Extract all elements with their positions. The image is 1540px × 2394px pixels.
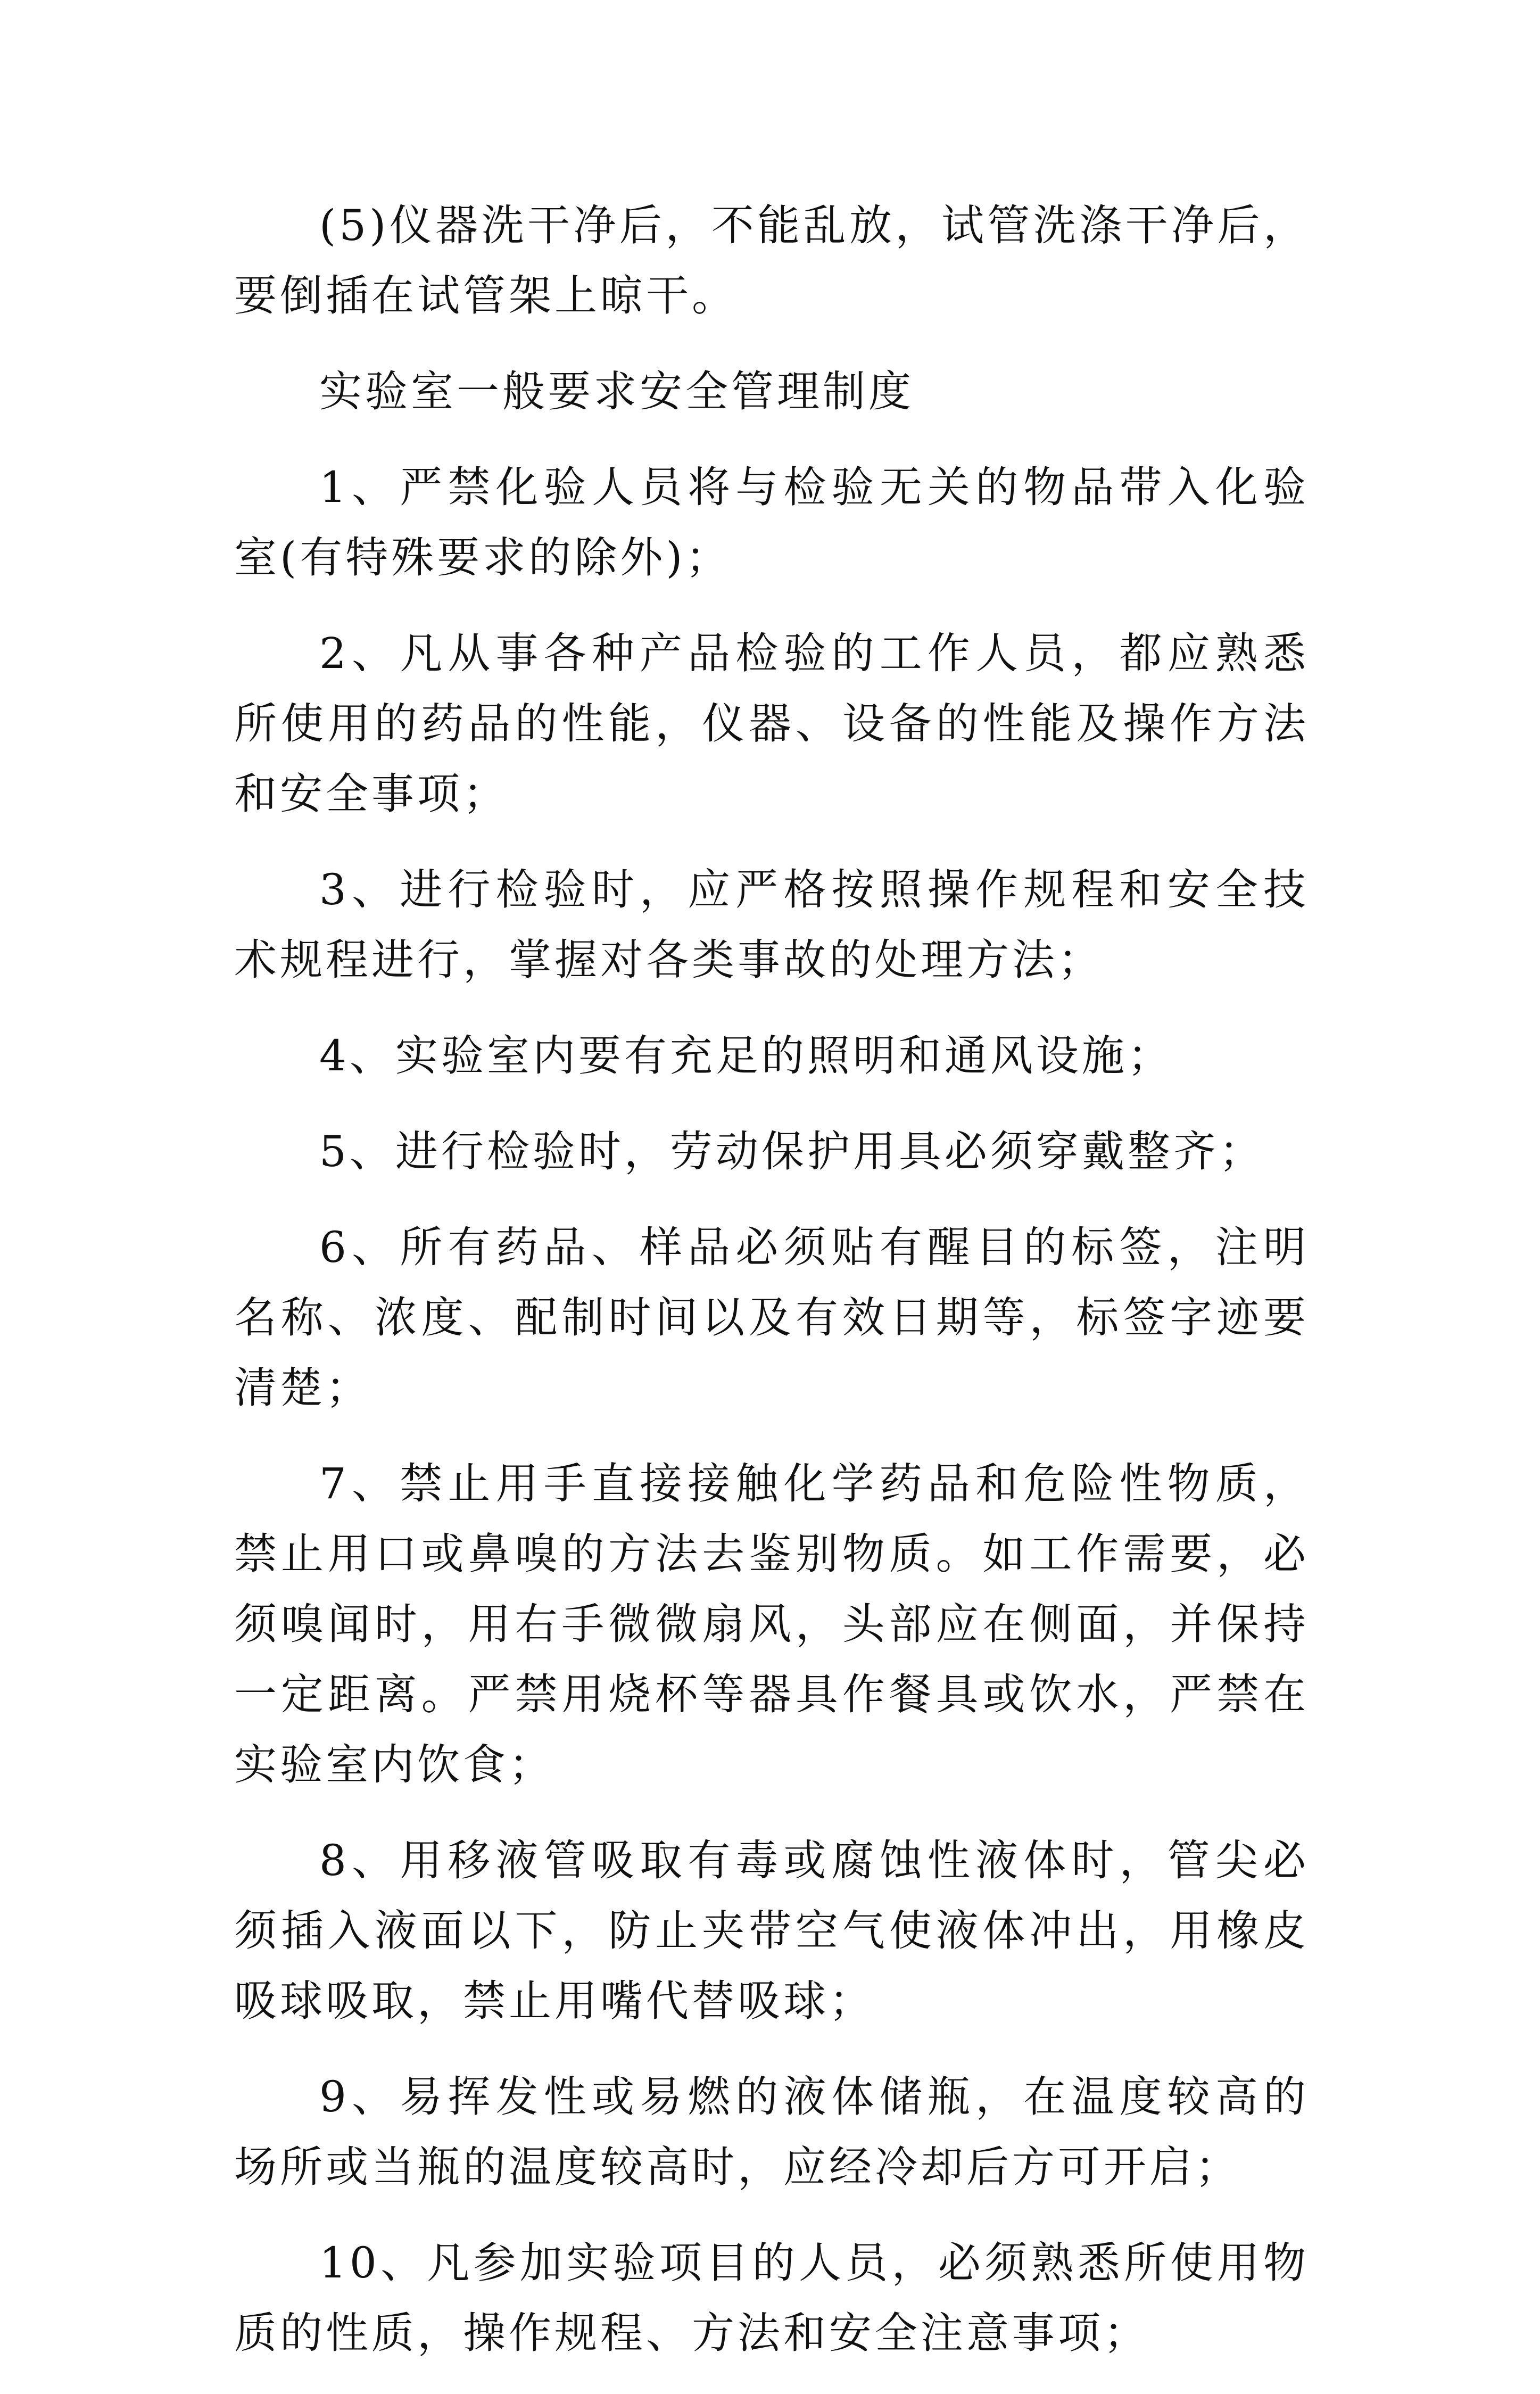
paragraph-instrument-drying: (5)仪器洗干净后，不能乱放，试管洗涤干净后，要倒插在试管架上晾干。 bbox=[234, 201, 1309, 320]
rule-5: 5、进行检验时，劳动保护用具必须穿戴整齐； bbox=[319, 1127, 1265, 1176]
rule-1: 1、严禁化验人员将与检验无关的物品带入化验室(有特殊要求的除外)； bbox=[234, 463, 1309, 582]
document-body bbox=[234, 191, 1309, 2394]
rule-9: 9、易挥发性或易燃的液体储瓶，在温度较高的场所或当瓶的温度较高时，应经冷却后方可开启； bbox=[234, 2072, 1309, 2192]
rule-8: 8、用移液管吸取有毒或腐蚀性液体时，管尖必须插入液面以下，防止夹带空气使液体冲出，用橡皮吸球吸取，禁止用嘴代替吸球； bbox=[234, 1836, 1309, 2026]
rule-2: 2、凡从事各种产品检验的工作人员，都应熟悉所使用的药品的性能，仪器、设备的性能及操作方法和安全事项； bbox=[234, 629, 1309, 819]
section-heading: 实验室一般要求安全管理制度 bbox=[319, 367, 914, 416]
rule-7: 7、禁止用手直接接触化学药品和危险性物质，禁止用口或鼻嗅的方法去鉴别物质。如工作需要，必须嗅闻时，用右手微微扇风，头部应在侧面，并保持一定距离。严禁用烧杯等器具作餐具或饮水，严禁在实验室内饮食； bbox=[234, 1459, 1309, 1789]
rule-10: 10、凡参加实验项目的人员，必须熟悉所使用物质的性质，操作规程、方法和安全注意事项； bbox=[234, 2238, 1309, 2358]
rule-3: 3、进行检验时，应严格按照操作规程和安全技术规程进行，掌握对各类事故的处理方法； bbox=[234, 865, 1309, 985]
rule-6: 6、所有药品、样品必须贴有醒目的标签，注明名称、浓度、配制时间以及有效日期等，标签字迹要清楚； bbox=[234, 1223, 1309, 1413]
rule-4: 4、实验室内要有充足的照明和通风设施； bbox=[319, 1031, 1173, 1080]
